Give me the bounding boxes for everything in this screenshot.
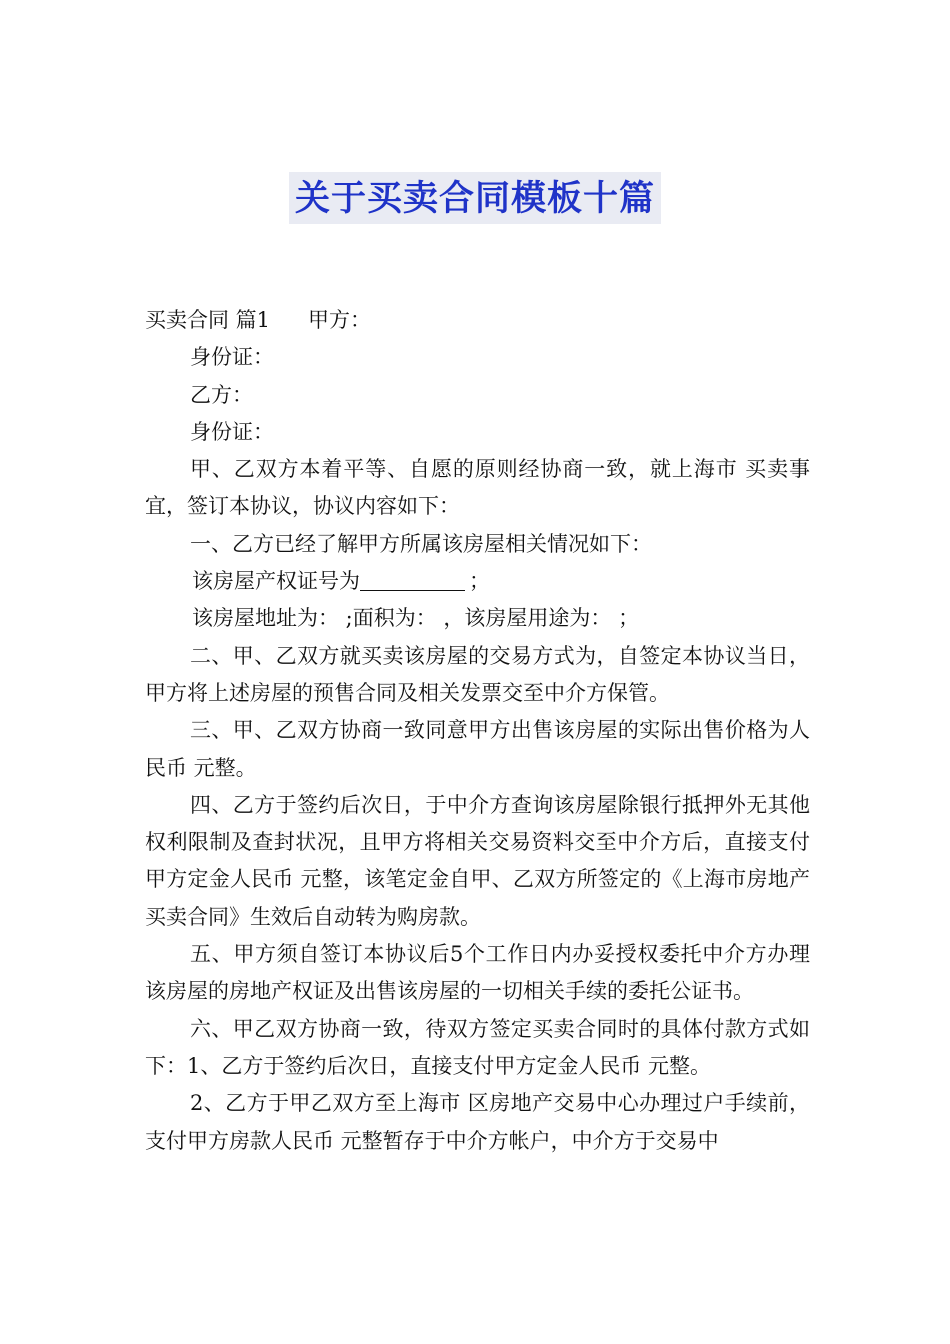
clause-6: 六、甲乙双方协商一致，待双方签定买卖合同时的具体付款方式如下：1、乙方于签约后次日，直接支付甲方定金人民币 元整。 — [145, 1016, 810, 1078]
section-heading: 买卖合同 篇1 — [145, 308, 271, 332]
clause-1: 一、乙方已经了解甲方所属该房屋相关情况如下： — [190, 531, 652, 556]
party-b-label: 乙方： — [190, 382, 253, 407]
section-heading-line — [145, 302, 810, 339]
document-title: 关于买卖合同模板十篇 — [289, 172, 661, 224]
clause-5: 五、甲方须自签订本协议后5个工作日内办妥授权委托中介方办理该房屋的房地产权证及出售该房屋的一切相关手续的委托公证书。 — [145, 942, 810, 1004]
intro-paragraph: 甲、乙双方本着平等、自愿的原则经协商一致，就上海市 买卖事宜，签订本协议，协议内容如下： — [145, 457, 810, 519]
cert-no-suffix: ； — [469, 569, 490, 594]
id-card-a-label: 身份证： — [190, 345, 274, 370]
address-line: 该房屋地址为： ;面积为： ，该房屋用途为： ； — [192, 606, 640, 631]
clause-3: 三、甲、乙双方协商一致同意甲方出售该房屋的实际出售价格为人民币 元整。 — [145, 718, 810, 780]
id-card-b-label: 身份证： — [190, 419, 274, 444]
clause-4: 四、乙方于签约后次日，于中介方查询该房屋除银行抵押外无其他权利限制及查封状况，且甲方将相关交易资料交至中介方后，直接支付甲方定金人民币 元整，该笔定金自甲、乙双方所签定的《上海市房地产买卖合同》生效后自动转为购房款。 — [145, 792, 810, 929]
cert-no-blank — [360, 568, 465, 591]
title-block — [0, 172, 950, 224]
clause-6-2: 2、乙方于甲乙双方至上海市 区房地产交易中心办理过户手续前，支付甲方房款人民币 元整暂存于中介方帐户，中介方于交易中 — [145, 1091, 810, 1153]
cert-no-label: 该房屋产权证号为 — [192, 569, 360, 594]
clause-2: 二、甲、乙双方就买卖该房屋的交易方式为，自签定本协议当日，甲方将上述房屋的预售合同及相关发票交至中介方保管。 — [145, 643, 810, 705]
cert-no-line — [145, 563, 810, 600]
document-body — [145, 302, 810, 1160]
party-a-label: 甲方： — [308, 308, 372, 332]
